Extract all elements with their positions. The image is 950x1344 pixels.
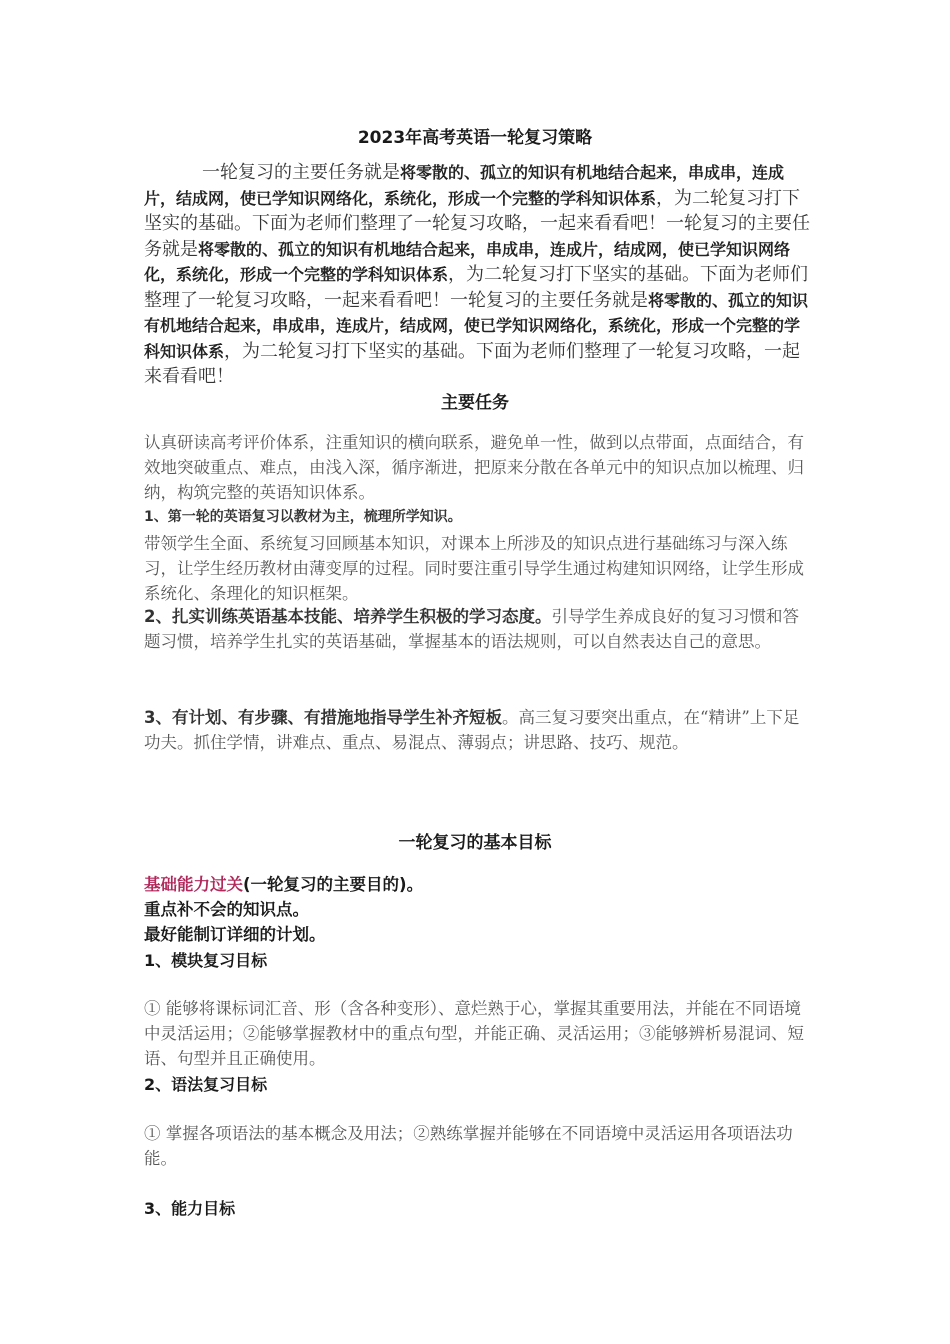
intro-bold-2: 将零散的、孤立的知识有机地结合起来，串成串，连成片，结成网，使已学知识网络化，系统化，形成一个完整的学科知识体系 (144, 239, 791, 284)
intro-text-3: ，为二轮复习打下坚实的基础。下面为老师们整理了一轮复习攻略，一起来看看吧！ (144, 340, 801, 387)
module-goal-body: ① 能够将课标词汇音、形（含各种变形）、意烂熟于心，掌握其重要用法，并能在不同语境中灵活运用；②能够掌握教材中的重点句型，并能正确、灵活运用；③能够辨析易混词、短语、句型并且正确使用。 (144, 999, 804, 1068)
grammar-goal-body: ① 掌握各项语法的基本概念及用法；②熟练掌握并能够在不同语境中灵活运用各项语法功能。 (144, 1124, 793, 1168)
module-goal-title: 1、模块复习目标 (144, 951, 268, 970)
intro-text-2: ，为二轮复习打下坚实的基础。下面为老师们整理了一轮复习攻略，一起来看看吧！一轮复习的主要任务就是 (144, 264, 809, 311)
goals-summary (144, 872, 812, 947)
document-title: 2023年高考英语一轮复习策略 (357, 128, 593, 148)
task-3-title: 3、有计划、有步骤、有措施地指导学生补齐短板 (144, 708, 502, 727)
grammar-goal-title: 2、语法复习目标 (144, 1075, 268, 1094)
goals-line2: 重点补不会的知识点。 (144, 900, 309, 919)
task-1-body: 带领学生全面、系统复习回顾基本知识，对课本上所涉及的知识点进行基础练习与深入练习，让学生经历教材由薄变厚的过程。同时要注重引导学生通过构建知识网络，让学生形成系统化、条理化的知识框架。 (144, 534, 804, 603)
goals-line1-rest: (一轮复习的主要目的)。 (243, 875, 424, 894)
goals-accent: 基础能力过关 (144, 875, 243, 894)
task-2 (144, 604, 812, 654)
intro-bold-1: 将零散的、孤立的知识有机地结合起来，串成串，连成片，结成网，使已学知识网络化，系统化，形成一个完整的学科知识体系 (144, 163, 785, 208)
main-tasks-heading: 主要任务 (441, 393, 509, 413)
goals-line3: 最好能制订详细的计划。 (144, 925, 326, 944)
intro-lead: 一轮复习的主要任务就是 (202, 162, 400, 183)
ability-goal-title: 3、能力目标 (144, 1199, 236, 1218)
intro-bold-3: 将零散的、孤立的知识有机地结合起来，串成串，连成片，结成网，使已学知识网络化，系统化，形成一个完整的学科知识体系 (144, 290, 809, 361)
main-tasks-paragraph: 认真研读高考评价体系，注重知识的横向联系，避免单一性，做到以点带面，点面结合，有效地突破重点、难点，由浅入深，循序渐进，把原来分散在各单元中的知识点加以梳理、归纳，构筑完整的英语知识体系。 (144, 433, 804, 502)
intro-text-1: ，为二轮复习打下坚实的基础。下面为老师们整理了一轮复习攻略，一起来看看吧！一轮复习的主要任务就是 (144, 187, 810, 260)
task-1-title: 1、第一轮的英语复习以教材为主，梳理所学知识。 (144, 509, 462, 525)
goals-heading: 一轮复习的基本目标 (398, 833, 552, 853)
task-3-body: 。高三复习要突出重点，在“精讲”上下足功夫。抓住学情，讲难点、重点、易混点、薄弱点；讲思路、技巧、规范。 (144, 708, 800, 752)
task-2-body: 引导学生养成良好的复习习惯和答题习惯，培养学生扎实的英语基础，掌握基本的语法规则，可以自然表达自己的意思。 (144, 607, 799, 651)
intro-paragraph (144, 160, 812, 390)
task-3 (144, 705, 812, 755)
task-2-title: 2、扎实训练英语基本技能、培养学生积极的学习态度。 (144, 607, 552, 626)
